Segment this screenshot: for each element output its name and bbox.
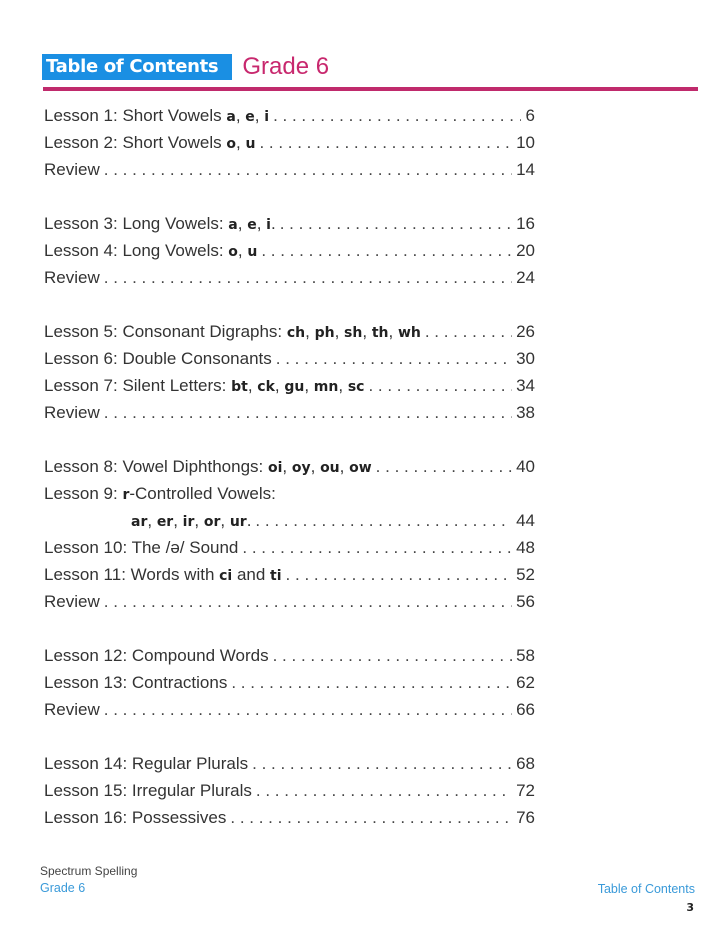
dot-leader	[276, 345, 512, 372]
entry-highlight: ow	[349, 460, 372, 476]
entry-text: Lesson 7: Silent Letters:	[44, 376, 232, 395]
toc-entry	[44, 156, 535, 183]
entry-page-number: 34	[516, 376, 535, 395]
entry-page-number: 76	[516, 808, 535, 827]
header-divider	[43, 87, 698, 91]
toc-entry	[44, 399, 535, 426]
entry-page-number: 56	[516, 592, 535, 611]
entry-text: ,	[362, 322, 372, 341]
entry-highlight: ph	[314, 325, 335, 341]
entry-text: Review	[44, 160, 100, 179]
dot-leader	[273, 642, 512, 669]
entry-highlight: u	[245, 136, 256, 152]
entry-highlight: bt	[231, 379, 248, 395]
toc-section	[44, 453, 535, 615]
entry-highlight: a	[226, 109, 236, 125]
entry-text: Lesson 2: Short Vowels	[44, 133, 227, 152]
entry-text: Lesson 13: Contractions	[44, 673, 228, 692]
toc-entry	[44, 669, 535, 696]
entry-text: ,	[282, 457, 292, 476]
table-of-contents	[44, 102, 535, 858]
entry-text: Lesson 14: Regular Plurals	[44, 754, 249, 773]
entry-text: ,	[237, 241, 248, 260]
entry-highlight: a	[228, 217, 238, 233]
entry-text: Lesson 6: Double Consonants	[44, 349, 272, 368]
entry-highlight: ci	[219, 568, 233, 584]
entry-highlight: e	[245, 109, 255, 125]
entry-highlight: ti	[270, 568, 282, 584]
toc-entry	[44, 777, 535, 804]
entry-text: Review	[44, 700, 100, 719]
entry-page-number: 6	[525, 106, 535, 125]
entry-page-number: 44	[516, 511, 535, 530]
entry-text: Lesson 10: The /ə/ Sound	[44, 538, 239, 557]
entry-highlight: or	[203, 514, 221, 530]
entry-text: Lesson 15: Irregular Plurals	[44, 781, 252, 800]
toc-section	[44, 102, 535, 183]
entry-page-number: 10	[516, 133, 535, 152]
dot-leader	[273, 102, 521, 129]
entry-highlight: ck	[257, 379, 275, 395]
entry-text: ,	[274, 376, 285, 395]
dot-leader	[425, 318, 512, 345]
entry-highlight: ar	[131, 514, 148, 530]
footer-book-title: Spectrum Spelling	[40, 864, 138, 878]
entry-text: ,	[305, 322, 315, 341]
entry-page-number: 26	[516, 322, 535, 341]
grade-label: Grade 6	[242, 53, 330, 80]
entry-text: ,	[304, 376, 314, 395]
entry-text: Lesson 16: Possessives	[44, 808, 227, 827]
toc-entry	[44, 129, 535, 156]
entry-text: Review	[44, 592, 100, 611]
toc-entry	[44, 264, 535, 291]
footer-grade: Grade 6	[40, 881, 86, 895]
entry-highlight: u	[247, 244, 258, 260]
entry-text: ,	[338, 376, 348, 395]
entry-text: Lesson 8: Vowel Diphthongs:	[44, 457, 268, 476]
entry-text: Lesson 1: Short Vowels	[44, 106, 227, 125]
dot-leader	[256, 777, 512, 804]
dot-leader	[230, 804, 512, 831]
toc-entry	[44, 372, 535, 399]
entry-text: -Controlled Vowels:	[129, 484, 276, 503]
toc-entry	[44, 561, 535, 588]
entry-text: ,	[237, 214, 248, 233]
entry-page-number: 58	[516, 646, 535, 665]
toc-entry	[44, 642, 535, 669]
entry-text: ,	[254, 106, 265, 125]
dot-leader	[368, 372, 512, 399]
entry-highlight: o	[228, 244, 238, 260]
dot-leader	[255, 507, 512, 534]
entry-highlight: gu	[284, 379, 305, 395]
toc-entry	[44, 318, 535, 345]
entry-text: Lesson 12: Compound Words	[44, 646, 269, 665]
entry-highlight: e	[247, 217, 257, 233]
entry-text: ,	[235, 106, 246, 125]
toc-section	[44, 210, 535, 291]
entry-text: ,	[310, 457, 321, 476]
entry-highlight: sh	[344, 325, 363, 341]
toc-entry	[44, 750, 535, 777]
entry-page-number: 16	[516, 214, 535, 233]
entry-text: ,	[247, 376, 258, 395]
entry-page-number: 40	[516, 457, 535, 476]
entry-page-number: 14	[516, 160, 535, 179]
toc-entry	[44, 102, 535, 129]
entry-highlight: o	[226, 136, 237, 152]
entry-text: Lesson 5: Consonant Digraphs:	[44, 322, 287, 341]
entry-highlight: i	[266, 217, 271, 233]
entry-text: ,	[339, 457, 350, 476]
toc-entry	[44, 345, 535, 372]
entry-highlight: ir	[182, 514, 195, 530]
entry-text: Lesson 11: Words with	[44, 565, 220, 584]
entry-text: .	[270, 214, 276, 233]
dot-leader	[242, 534, 512, 561]
entry-text: and	[232, 565, 271, 584]
toc-entry	[44, 588, 535, 615]
entry-text: ,	[236, 133, 246, 152]
entry-page-number: 20	[516, 241, 535, 260]
page-header	[42, 54, 329, 80]
entry-highlight: ou	[320, 460, 340, 476]
entry-page-number: 38	[516, 403, 535, 422]
entry-page-number: 52	[516, 565, 535, 584]
dot-leader	[376, 453, 512, 480]
toc-section	[44, 318, 535, 426]
toc-entry	[44, 480, 535, 507]
toc-entry	[44, 507, 535, 534]
entry-highlight: sc	[347, 379, 365, 395]
toc-entry	[44, 453, 535, 480]
entry-highlight: mn	[313, 379, 339, 395]
entry-text: Review	[44, 403, 100, 422]
toc-entry	[44, 210, 535, 237]
page-number: 3	[686, 901, 694, 914]
entry-text: ,	[194, 511, 204, 530]
entry-page-number: 48	[516, 538, 535, 557]
dot-leader	[104, 588, 512, 615]
entry-text: Lesson 9:	[44, 484, 123, 503]
toc-section	[44, 750, 535, 831]
entry-highlight: oy	[291, 460, 311, 476]
dot-leader	[231, 669, 512, 696]
entry-text: ,	[256, 214, 267, 233]
entry-text: ,	[334, 322, 345, 341]
dot-leader	[104, 264, 512, 291]
entry-text: ,	[147, 511, 157, 530]
entry-page-number: 66	[516, 700, 535, 719]
entry-text: ,	[220, 511, 230, 530]
entry-page-number: 30	[516, 349, 535, 368]
entry-highlight: wh	[397, 325, 421, 341]
toc-entry	[44, 696, 535, 723]
entry-text: Lesson 4: Long Vowels:	[44, 241, 229, 260]
toc-section	[44, 642, 535, 723]
entry-text: .	[246, 511, 252, 530]
toc-entry	[44, 237, 535, 264]
entry-text: ,	[388, 322, 398, 341]
toc-entry	[44, 804, 535, 831]
dot-leader	[259, 129, 512, 156]
entry-highlight: ch	[286, 325, 306, 341]
dot-leader	[104, 156, 512, 183]
dot-leader	[104, 696, 512, 723]
dot-leader	[252, 750, 512, 777]
entry-highlight: th	[371, 325, 389, 341]
dot-leader	[261, 237, 512, 264]
entry-text: ,	[173, 511, 183, 530]
entry-highlight: ur	[229, 514, 247, 530]
entry-text: Lesson 3: Long Vowels:	[44, 214, 229, 233]
entry-text: Review	[44, 268, 100, 287]
dot-leader	[104, 399, 512, 426]
page-title: Table of Contents	[42, 54, 232, 80]
entry-page-number: 24	[516, 268, 535, 287]
entry-highlight: oi	[267, 460, 283, 476]
dot-leader	[286, 561, 513, 588]
dot-leader	[280, 210, 512, 237]
entry-page-number: 68	[516, 754, 535, 773]
entry-page-number: 62	[516, 673, 535, 692]
entry-highlight: er	[156, 514, 174, 530]
entry-highlight: i	[264, 109, 270, 125]
toc-entry	[44, 534, 535, 561]
entry-page-number: 72	[516, 781, 535, 800]
footer-section: Table of Contents	[597, 882, 695, 896]
entry-highlight: r	[122, 487, 130, 503]
